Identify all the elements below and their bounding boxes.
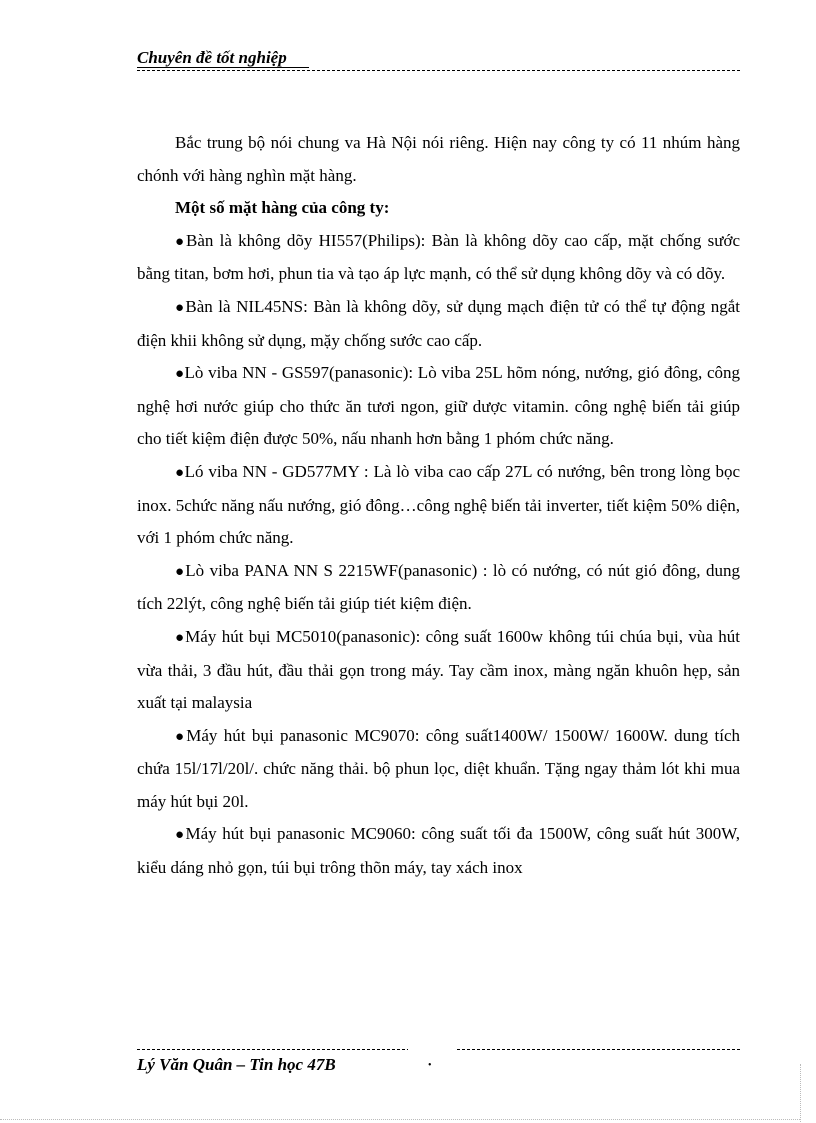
page-edge-bottom <box>0 1119 800 1120</box>
list-item: ●Bàn là không dõy HI557(Philips): Bàn là không dõy cao cấp, mặt chống sước bằng titan, bơm hơi, phun tia và tạo áp lực mạnh, có thể sử dụng không dõy và có dõy. <box>137 230 740 284</box>
header-underline <box>137 67 309 68</box>
list-item: ●Máy hút bụi MC5010(panasonic): công suất 1600w không túi chúa bụi, vùa hút vừa thải, 3 đầu hút, đầu thải gọn trong máy. Tay cầm inox, màng ngăn khuôn hẹp, sản xuất tại malaysia <box>137 626 740 713</box>
bullet-icon: ● <box>175 233 187 250</box>
bullet-icon: ● <box>175 629 186 646</box>
list-item: ●Lò viba NN - GS597(panasonic): Lò viba 25L hõm nóng, nướng, gió đông, công nghệ hơi nước giúp cho thức ăn tươi ngon, giữ dược vitamin. công nghệ biến tải giúp cho tiết kiệm điện được 50%, nấu nhanh hơn bằng 1 phóm chức năng. <box>137 363 740 449</box>
bullet-icon: ● <box>175 299 186 316</box>
bullet-icon: ● <box>175 827 186 844</box>
list-item: ●Máy hút bụi panasonic MC9060: công suất tối đa 1500W, công suất hút 300W, kiểu dáng nhỏ gọn, túi bụi trông thõn máy, tay xách inox <box>137 824 740 878</box>
list-item: ●Lò viba PANA NN S 2215WF(panasonic) : lò có nướng, có nút gió đông, dung tích 22lýt, công nghệ biến tải giúp tiét kiệm điện. <box>137 560 740 614</box>
page-edge-right <box>800 1064 801 1122</box>
list-item: ●Bàn là NIL45NS: Bàn là không dõy, sử dụng mạch điện tử có thể tự động ngắt điện khii không sử dụng, mặy chống sước cao cấp. <box>137 296 741 350</box>
footer-mark: • <box>428 1060 432 1071</box>
section-heading: Một số mặt hàng của công ty: <box>175 198 390 218</box>
footer-divider-gap <box>408 1045 456 1053</box>
bullet-icon: ● <box>175 366 185 383</box>
bullet-icon: ● <box>175 464 185 481</box>
list-item: ●Ló viba NN - GD577MY : Là lò viba cao cấp 27L có nướng, bên trong lòng bọc inox. 5chức năng nấu nướng, gió đông…công nghệ biến tải inverter, tiết kiệm 50% diện, với 1 phóm chức năng. <box>137 461 741 548</box>
header-title: Chuyên đề tốt nghiệp <box>137 48 287 67</box>
header-divider <box>137 70 740 71</box>
list-item: ●Máy hút bụi panasonic MC9070: công suất1400W/ 1500W/ 1600W. dung tích chứa 15l/17l/20l/. chức năng thải. bộ phun lọc, diệt khuẩn. Tặng ngay thảm lót khi mua máy hút bụi 20l. <box>137 725 740 811</box>
bullet-icon: ● <box>175 728 187 745</box>
bullet-icon: ● <box>175 563 186 580</box>
intro-paragraph: Bắc trung bộ nói chung va Hà Nội nói riêng. Hiện nay công ty có 11 nhúm hàng chónh với hàng nghìn mặt hàng. <box>137 133 740 185</box>
document-body <box>137 127 740 885</box>
footer-author: Lý Văn Quân – Tin học 47B <box>137 1055 336 1074</box>
